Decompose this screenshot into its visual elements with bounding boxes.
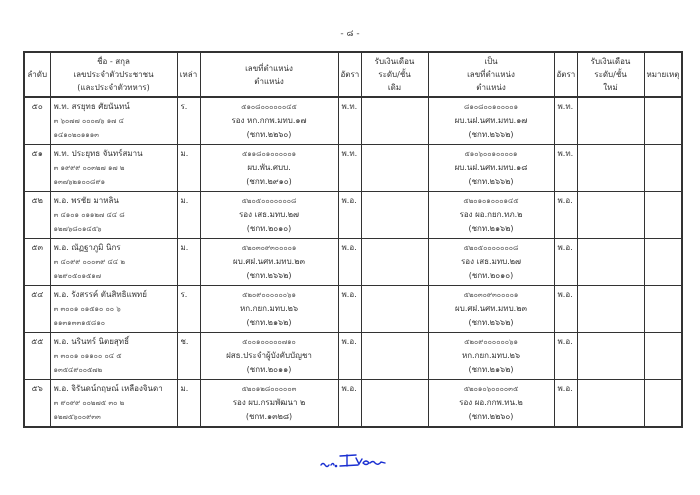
cell-rate-old: พ.ท. xyxy=(338,145,361,192)
military-id: ๑๔๑๐๒๐๑๑๑๓ xyxy=(53,131,99,139)
cell-position-old xyxy=(200,286,338,333)
position-old-number: ๕๑๐๘๐๐๐๐๐๐๔๕ xyxy=(241,103,297,111)
cell-branch: ม. xyxy=(177,192,200,239)
cell-name-id xyxy=(50,192,177,239)
position-new-code: (ชกท.๒๐๑๐) xyxy=(468,271,514,280)
cell-position-new xyxy=(428,145,554,192)
cell-branch: ร. xyxy=(177,286,200,333)
cell-branch: ม. xyxy=(177,145,200,192)
position-old-number: ๕๒๐๕๐๐๐๐๐๐๐๘ xyxy=(241,197,297,205)
cell-salary-new xyxy=(577,286,644,333)
citizen-id: ๓ ๑๙๙๙ ๐๐๓๒๗ ๑๗ ๒ xyxy=(53,164,125,172)
position-old-code: (ชกท.๒๒๖๐) xyxy=(246,130,292,139)
header-salary-old: รับเงินเดือน ระดับ/ชั้น เดิม xyxy=(361,52,428,97)
position-new-number: ๕๑๐๖๐๐๑๐๐๐๐๑ xyxy=(464,150,518,158)
position-old-title: ผบ.พัน.ศบบ. xyxy=(247,163,291,172)
cell-position-new xyxy=(428,192,554,239)
header-branch: เหล่า xyxy=(177,52,200,97)
cell-rate-old: พ.อ. xyxy=(338,333,361,380)
cell-remark xyxy=(644,239,682,286)
header-rate-old: อัตรา xyxy=(338,52,361,97)
page-number: - ๘ - xyxy=(340,29,360,39)
cell-salary-old xyxy=(361,192,428,239)
cell-name-id xyxy=(50,380,177,428)
citizen-id: ๓ ๔๐๙๙ ๐๐๐๓๙ ๔๔ ๒ xyxy=(53,258,125,266)
cell-position-new xyxy=(428,286,554,333)
cell-order: ๕๓ xyxy=(24,239,50,286)
position-new-code: (ชกท.๒๖๖๒) xyxy=(468,318,514,327)
cell-name-id xyxy=(50,145,177,192)
position-new-code: (ชกท.๒๑๖๒) xyxy=(468,224,514,233)
cell-order: ๕๕ xyxy=(24,333,50,380)
personnel-table xyxy=(23,51,683,428)
cell-remark xyxy=(644,192,682,239)
cell-order: ๕๖ xyxy=(24,380,50,428)
cell-position-old xyxy=(200,239,338,286)
position-new-number: ๕๒๐๓๐๙๓๐๐๐๐๑ xyxy=(463,291,519,299)
citizen-id: ๓ ๖๐๗๗ ๐๐๐๗๖ ๑๗ ๔ xyxy=(53,117,124,125)
cell-rate-new: พ.อ. xyxy=(554,239,577,286)
table-row xyxy=(24,239,682,286)
cell-position-new xyxy=(428,239,554,286)
cell-position-old xyxy=(200,97,338,145)
cell-position-new xyxy=(428,97,554,145)
citizen-id: ๓ ๓๐๐๑ ๐๑๑๐๐ ๐๔ ๕ xyxy=(53,352,122,360)
military-id: ๑๒๗๕๖๐๐๙๓๓ xyxy=(53,413,101,421)
cell-position-old xyxy=(200,333,338,380)
cell-position-new xyxy=(428,380,554,428)
cell-rate-new: พ.อ. xyxy=(554,333,577,380)
position-new-code: (ชกท.๒๑๖๒) xyxy=(468,365,514,374)
position-new-title: ผบ.ศฝ.นศท.มทบ.๒๓ xyxy=(455,304,527,313)
signature-image xyxy=(318,450,388,472)
cell-rate-new: พ.ท. xyxy=(554,97,577,145)
table-row xyxy=(24,97,682,145)
person-name: พ.ท. สรยุทธ ศัยนันทน์ xyxy=(53,102,130,111)
cell-rate-old: พ.อ. xyxy=(338,239,361,286)
cell-salary-old xyxy=(361,286,428,333)
cell-position-new xyxy=(428,333,554,380)
header-rate-new: อัตรา xyxy=(554,52,577,97)
position-new-number: ๕๒๐๕๐๐๐๐๐๐๐๘ xyxy=(463,244,519,252)
cell-salary-old xyxy=(361,239,428,286)
position-old-title: รอง เสธ.มทบ.๒๗ xyxy=(238,210,300,219)
cell-position-old xyxy=(200,192,338,239)
position-new-number: ๕๒๐๑๐๖๐๐๐๐๓๕ xyxy=(463,385,519,393)
header-name-id: ชื่อ - สกุล เลขประจำตัวประชาชน (และประจำตัวทหาร) xyxy=(50,52,177,97)
cell-remark xyxy=(644,286,682,333)
citizen-id: ๓ ๙๐๙๙ ๐๐๒๗๕ ๓๐ ๒ xyxy=(53,399,125,407)
position-old-code: (ชกท.๒๑๖๒) xyxy=(246,318,292,327)
position-new-title: รอง เสธ.มทบ.๒๗ xyxy=(460,257,522,266)
cell-name-id xyxy=(50,97,177,145)
military-id: ๑๒๙๐๕๐๑๕๑๗ xyxy=(53,272,101,280)
position-new-title: ผบ.นฝ.นศท.มทบ.๑๘ xyxy=(454,163,528,172)
cell-name-id xyxy=(50,333,177,380)
person-name: พ.ท. ประยุทธ จันทร์สมาน xyxy=(53,149,143,158)
cell-rate-new: พ.ท. xyxy=(554,145,577,192)
position-old-code: (ชกท.๒๐๑๑) xyxy=(246,365,292,374)
cell-remark xyxy=(644,97,682,145)
cell-remark xyxy=(644,380,682,428)
cell-position-old xyxy=(200,380,338,428)
position-new-code: (ชกท.๒๒๖๐) xyxy=(468,412,514,421)
table-row xyxy=(24,380,682,428)
cell-salary-new xyxy=(577,333,644,380)
citizen-id: ๓ ๓๐๐๑ ๐๑๕๑๐ ๐๐ ๖ xyxy=(53,305,121,313)
table-header-row xyxy=(24,52,682,97)
position-old-number: ๕๐๐๑๐๐๐๐๐๗๑๐ xyxy=(242,338,296,346)
position-old-title: ผบ.ศฝ.นศท.มทบ.๒๓ xyxy=(233,257,305,266)
cell-salary-new xyxy=(577,145,644,192)
table-row xyxy=(24,145,682,192)
header-position-old: เลขที่ตำแหน่ง ตำแหน่ง xyxy=(200,52,338,97)
header-position-new: เป็น เลขที่ตำแหน่ง ตำแหน่ง xyxy=(428,52,554,97)
cell-salary-new xyxy=(577,97,644,145)
cell-remark xyxy=(644,145,682,192)
position-new-number: ๕๒๐๙๐๐๐๐๐๐๖๑ xyxy=(464,338,518,346)
person-name: พ.อ. รังสรรค์ ตันสิทธิแพทย์ xyxy=(53,290,147,299)
person-name: พ.อ. นรินทร์ นิตยสุทธิ์ xyxy=(53,337,129,346)
position-old-number: ๕๑๑๘๐๑๐๐๐๐๐๑ xyxy=(241,150,297,158)
cell-name-id xyxy=(50,239,177,286)
position-old-title: รอง ผบ.กรมพัฒนา ๒ xyxy=(232,398,306,407)
cell-order: ๕๑ xyxy=(24,145,50,192)
military-id: ๑๓๕๔๙๐๐๕๗๒ xyxy=(53,366,103,374)
position-old-title: ฝสธ.ประจำผู้บังคับบัญชา xyxy=(226,351,312,360)
cell-rate-new: พ.อ. xyxy=(554,192,577,239)
cell-salary-old xyxy=(361,145,428,192)
cell-order: ๕๒ xyxy=(24,192,50,239)
cell-salary-new xyxy=(577,192,644,239)
position-new-title: รอง ผอ.กกพ.ทน.๒ xyxy=(459,398,523,407)
position-old-title: รอง หก.กกพ.มทบ.๑๗ xyxy=(231,116,307,125)
position-old-title: หก.กยก.มทบ.๒๖ xyxy=(239,304,299,313)
military-id: ๑๓๗๖๒๑๐๐๘๙๑ xyxy=(53,178,106,186)
position-old-code: (ชกท.๒๙๑๐) xyxy=(246,177,292,186)
position-new-title: หก.กยก.มทบ.๒๖ xyxy=(461,351,521,360)
military-id: ๑๒๗๖๘๐๑๔๕๖ xyxy=(53,225,102,233)
cell-salary-old xyxy=(361,333,428,380)
position-old-number: ๕๒๐๑๒๘๐๐๐๐๐๓ xyxy=(241,385,297,393)
header-order: ลำดับ xyxy=(24,52,50,97)
cell-order: ๕๐ xyxy=(24,97,50,145)
position-old-number: ๕๒๐๙๐๐๐๐๐๐๖๑ xyxy=(242,291,296,299)
cell-salary-old xyxy=(361,380,428,428)
cell-order: ๕๔ xyxy=(24,286,50,333)
table-row xyxy=(24,286,682,333)
person-name: พ.อ. พรชัย มาหลิน xyxy=(53,196,119,205)
cell-rate-old: พ.อ. xyxy=(338,380,361,428)
header-salary-new: รับเงินเดือน ระดับ/ชั้น ใหม่ xyxy=(577,52,644,97)
cell-rate-new: พ.อ. xyxy=(554,286,577,333)
cell-rate-new: พ.อ. xyxy=(554,380,577,428)
person-name: พ.อ. จิรันดน์กฤษณ์ เหลืองจินดา xyxy=(53,384,163,393)
cell-remark xyxy=(644,333,682,380)
military-id: ๑๑๓๑๓๓๑๕๘๑๐ xyxy=(53,319,106,327)
position-new-number: ๘๑๐๘๐๐๑๐๐๐๐๑ xyxy=(463,103,519,111)
cell-name-id xyxy=(50,286,177,333)
cell-rate-old: พ.อ. xyxy=(338,192,361,239)
cell-salary-new xyxy=(577,239,644,286)
cell-rate-old: พ.ท. xyxy=(338,97,361,145)
position-old-code: (ชกท.๑๓๒๘) xyxy=(245,412,293,421)
position-old-code: (ชกท.๒๐๑๐) xyxy=(246,224,292,233)
table-row xyxy=(24,192,682,239)
position-new-number: ๕๒๐๑๐๑๐๐๐๑๔๕ xyxy=(463,197,519,205)
table-row xyxy=(24,333,682,380)
position-old-code: (ชกท.๒๖๖๒) xyxy=(246,271,292,280)
header-remark: หมายเหตุ xyxy=(644,52,682,97)
cell-branch: ช. xyxy=(177,333,200,380)
cell-branch: ม. xyxy=(177,380,200,428)
cell-branch: ร. xyxy=(177,97,200,145)
person-name: พ.อ. ณัฏฐาภูมิ นิกร xyxy=(53,243,121,252)
citizen-id: ๓ ๔๑๐๑ ๐๑๑๒๗ ๔๔ ๘ xyxy=(53,211,125,219)
cell-position-old xyxy=(200,145,338,192)
cell-salary-new xyxy=(577,380,644,428)
cell-salary-old xyxy=(361,97,428,145)
position-new-code: (ชกท.๒๖๖๒) xyxy=(468,177,514,186)
position-new-title: รอง ผอ.กยก.ทภ.๒ xyxy=(459,210,523,219)
position-new-code: (ชกท.๒๖๖๒) xyxy=(468,130,514,139)
cell-rate-old: พ.อ. xyxy=(338,286,361,333)
cell-branch: ม. xyxy=(177,239,200,286)
position-old-number: ๕๒๐๓๐๙๓๐๐๐๐๑ xyxy=(241,244,297,252)
position-new-title: ผบ.นฝ.นศท.มทบ.๑๗ xyxy=(454,116,528,125)
